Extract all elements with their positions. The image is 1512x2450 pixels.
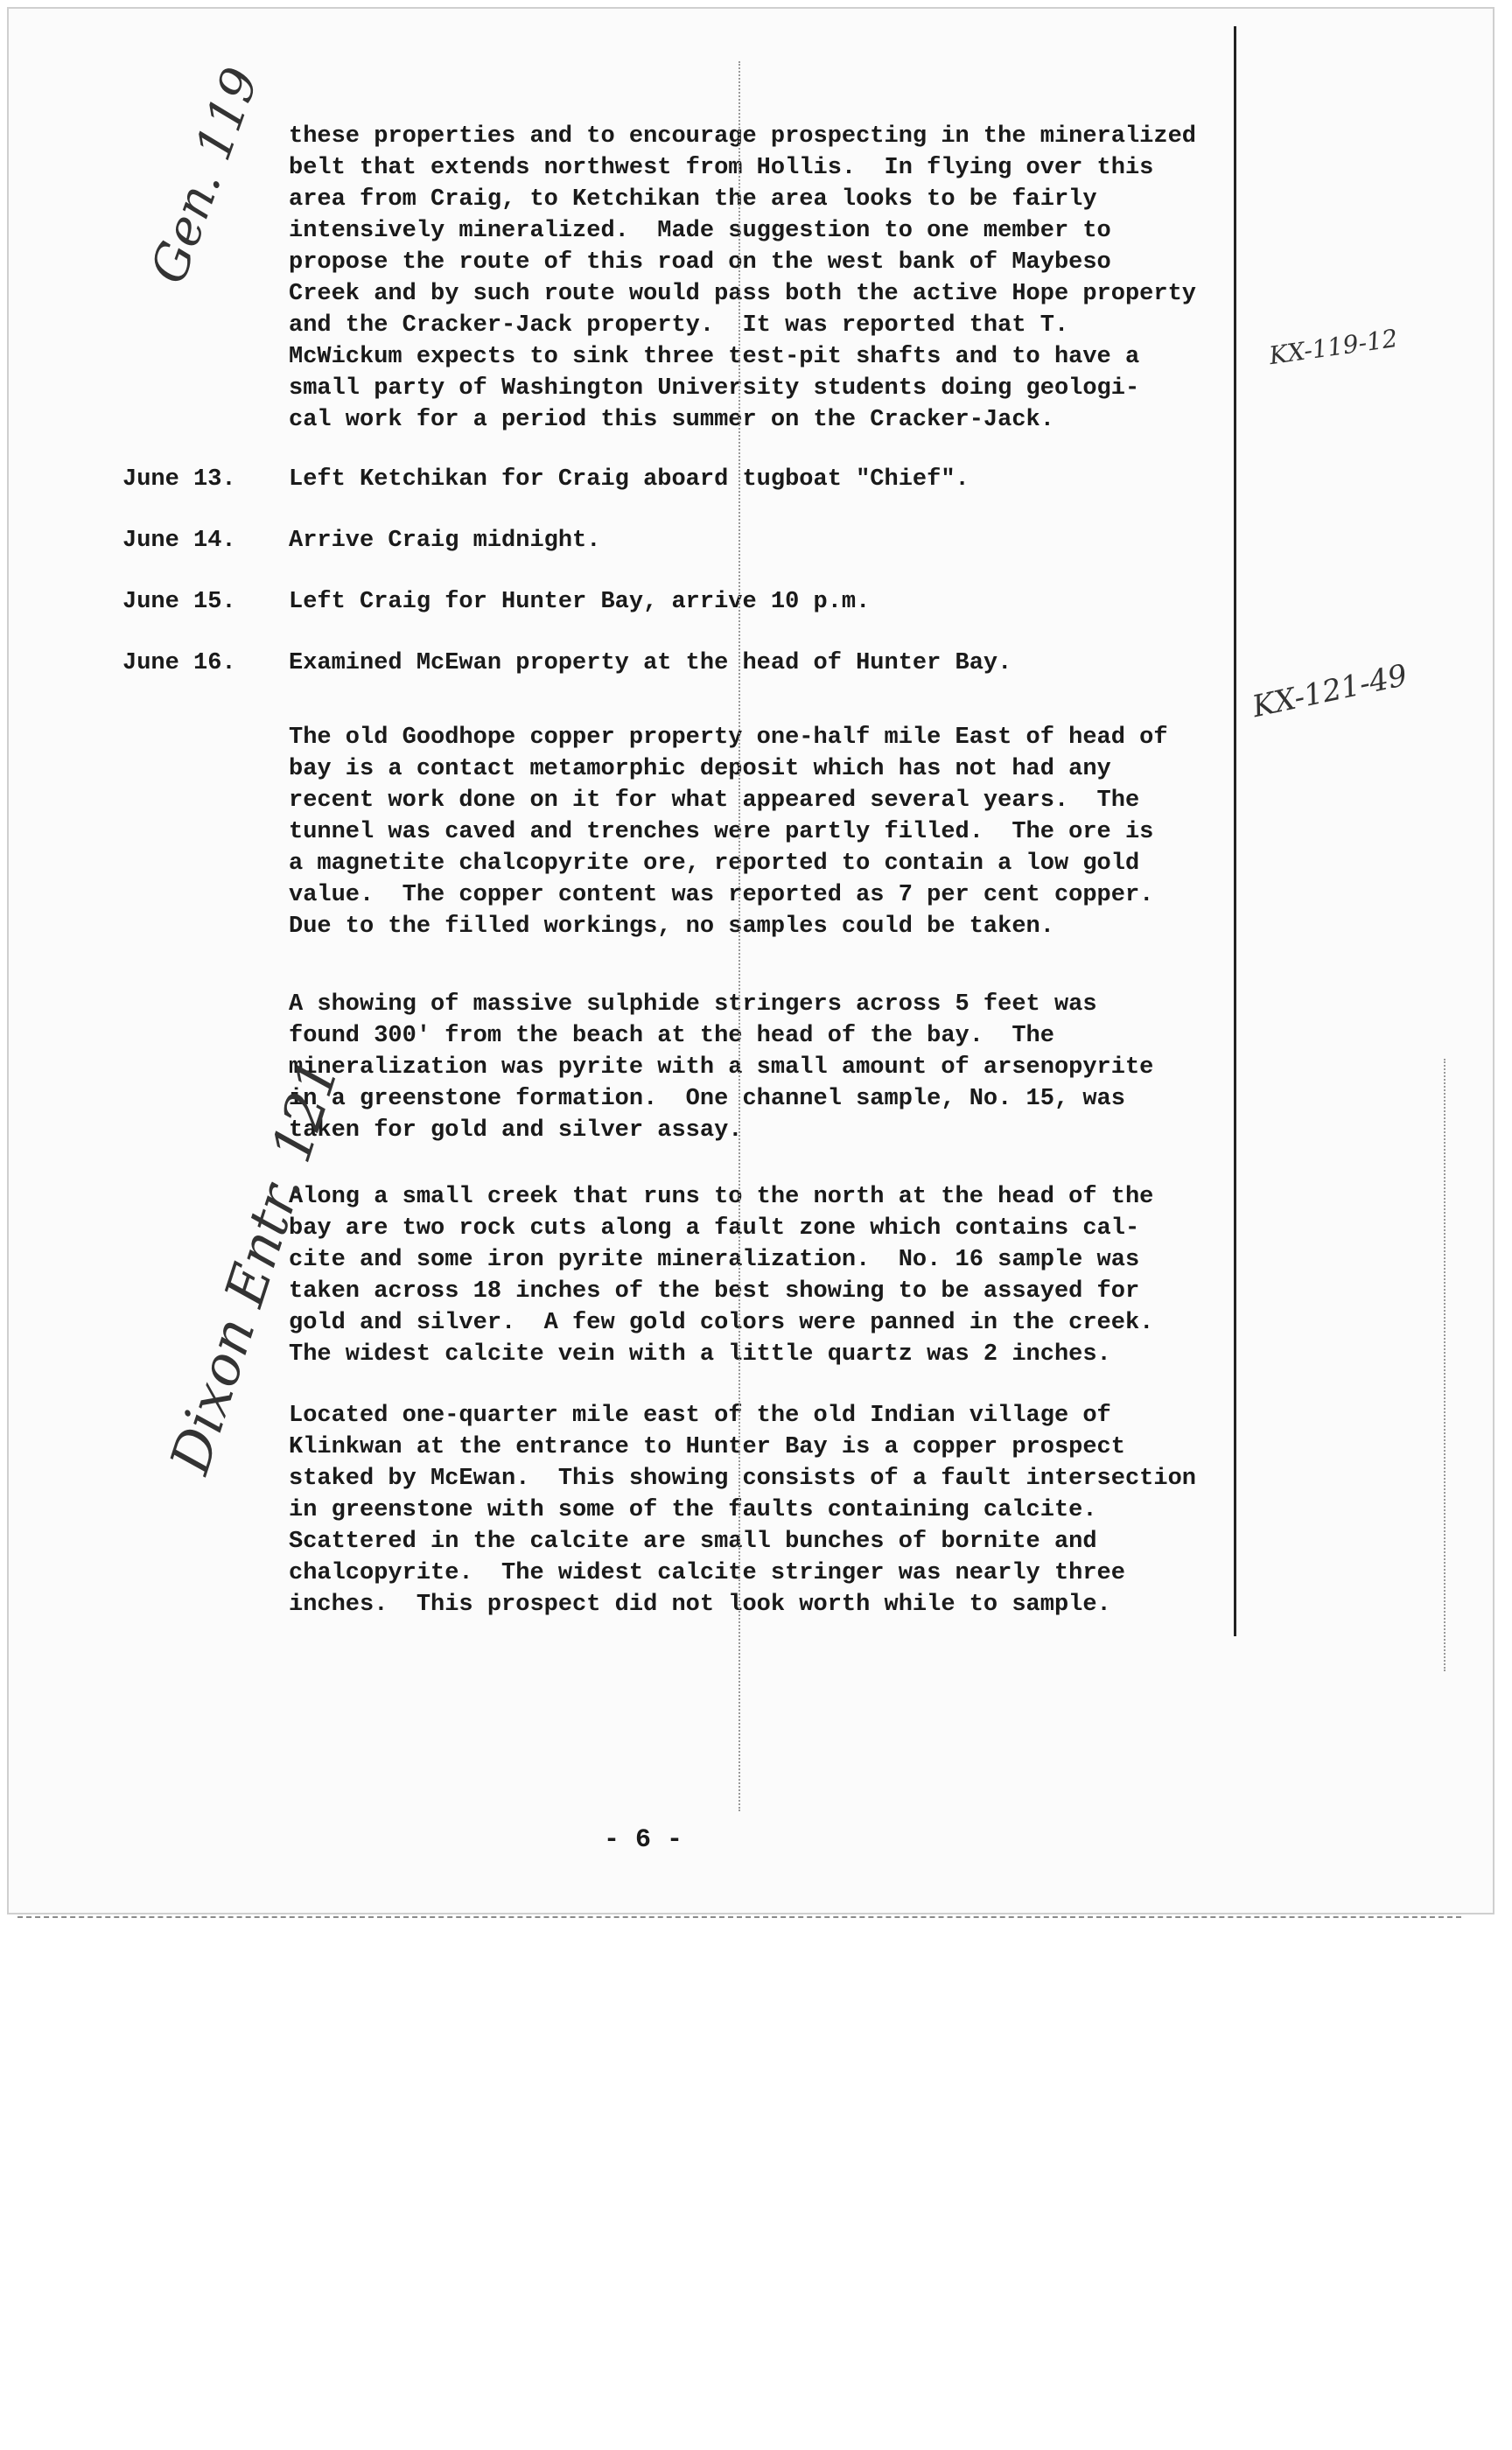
text-line: Scattered in the calcite are small bunches of bornite and	[289, 1529, 1097, 1555]
right-annotation-top: KX-119-12	[1267, 323, 1400, 371]
sulphide-paragraph	[289, 989, 1153, 1146]
text-line: tunnel was caved and trenches were partly filled. The ore is	[289, 819, 1154, 845]
text-line: Klinkwan at the entrance to Hunter Bay is a copper prospect	[289, 1434, 1125, 1460]
text-line: The widest calcite vein with a little quartz was 2 inches.	[289, 1341, 1111, 1368]
diary-entry	[122, 586, 870, 618]
diary-entry	[122, 525, 600, 556]
document-page	[7, 7, 1494, 1914]
scan-edge-line	[18, 1916, 1461, 1918]
text-line: value. The copper content was reported as 7 per cent copper.	[289, 882, 1154, 908]
text-line: gold and silver. A few gold colors were panned in the creek.	[289, 1310, 1154, 1336]
text-line: propose the route of this road on the west bank of Maybeso	[289, 249, 1111, 276]
right-annotation-mid: KX-121-49	[1249, 657, 1410, 725]
text-line: intensively mineralized. Made suggestion to one member to	[289, 218, 1111, 244]
page-number: - 6 -	[604, 1825, 683, 1855]
text-line: McWickum expects to sink three test-pit shafts and to have a	[289, 344, 1140, 370]
text-line: found 300' from the beach at the head of the bay. The	[289, 1023, 1054, 1049]
text-line: small party of Washington University students doing geologi-	[289, 375, 1140, 402]
entry-date: June 16.	[122, 650, 236, 676]
goodhope-paragraph	[289, 722, 1168, 942]
text-line: Due to the filled workings, no samples could be taken.	[289, 914, 1054, 940]
creek-paragraph	[289, 1181, 1153, 1370]
text-line: staked by McEwan. This showing consists of a fault intersection	[289, 1466, 1196, 1492]
vertical-fold-line	[1234, 26, 1236, 1636]
text-line: and the Cracker-Jack property. It was reported that T.	[289, 312, 1069, 339]
text-line: bay are two rock cuts along a fault zone which contains cal-	[289, 1215, 1140, 1242]
text-line: taken for gold and silver assay.	[289, 1117, 743, 1144]
text-line: recent work done on it for what appeared several years. The	[289, 788, 1140, 814]
margin-annotation-bottom: Dixon Entr. 121	[158, 1051, 352, 1481]
text-line: taken across 18 inches of the best showing to be assayed for	[289, 1278, 1140, 1305]
text-line: inches. This prospect did not look worth while to sample.	[289, 1592, 1111, 1618]
diary-entry	[122, 464, 970, 495]
text-line: area from Craig, to Ketchikan the area looks to be fairly	[289, 186, 1097, 213]
text-line: mineralization was pyrite with a small amount of arsenopyrite	[289, 1054, 1154, 1081]
intro-paragraph	[289, 121, 1196, 436]
entry-date: June 13.	[122, 466, 236, 493]
center-fold-mark	[738, 61, 740, 1811]
entry-text: Left Ketchikan for Craig aboard tugboat "Chief".	[289, 466, 970, 493]
text-line: Located one-quarter mile east of the old Indian village of	[289, 1403, 1111, 1429]
text-line: in greenstone with some of the faults containing calcite.	[289, 1497, 1097, 1523]
margin-annotation-top: Gen. 119	[140, 60, 270, 291]
text-line: The old Goodhope copper property one-half mile East of head of	[289, 724, 1168, 751]
text-line: belt that extends northwest from Hollis. In flying over this	[289, 155, 1154, 181]
entry-text: Arrive Craig midnight.	[289, 528, 601, 554]
text-line: bay is a contact metamorphic deposit which has not had any	[289, 756, 1111, 782]
entry-date: June 14.	[122, 528, 236, 554]
text-line: A showing of massive sulphide stringers across 5 feet was	[289, 991, 1097, 1018]
text-line: chalcopyrite. The widest calcite stringer was nearly three	[289, 1560, 1125, 1586]
entry-text: Left Craig for Hunter Bay, arrive 10 p.m.	[289, 589, 871, 615]
text-line: a magnetite chalcopyrite ore, reported to contain a low gold	[289, 850, 1140, 877]
diary-entry	[122, 648, 1012, 679]
text-line: Creek and by such route would pass both the active Hope property	[289, 281, 1196, 307]
entry-text: Examined McEwan property at the head of Hunter Bay.	[289, 650, 1012, 676]
text-line: these properties and to encourage prospecting in the mineralized	[289, 123, 1196, 150]
right-edge-mark	[1444, 1059, 1446, 1671]
text-line: cite and some iron pyrite mineralization. No. 16 sample was	[289, 1247, 1140, 1273]
entry-date: June 15.	[122, 589, 236, 615]
text-line: Along a small creek that runs to the north at the head of the	[289, 1184, 1154, 1210]
text-line: cal work for a period this summer on the Cracker-Jack.	[289, 407, 1054, 433]
klinkwan-paragraph	[289, 1400, 1196, 1620]
text-line: in a greenstone formation. One channel sample, No. 15, was	[289, 1086, 1125, 1112]
